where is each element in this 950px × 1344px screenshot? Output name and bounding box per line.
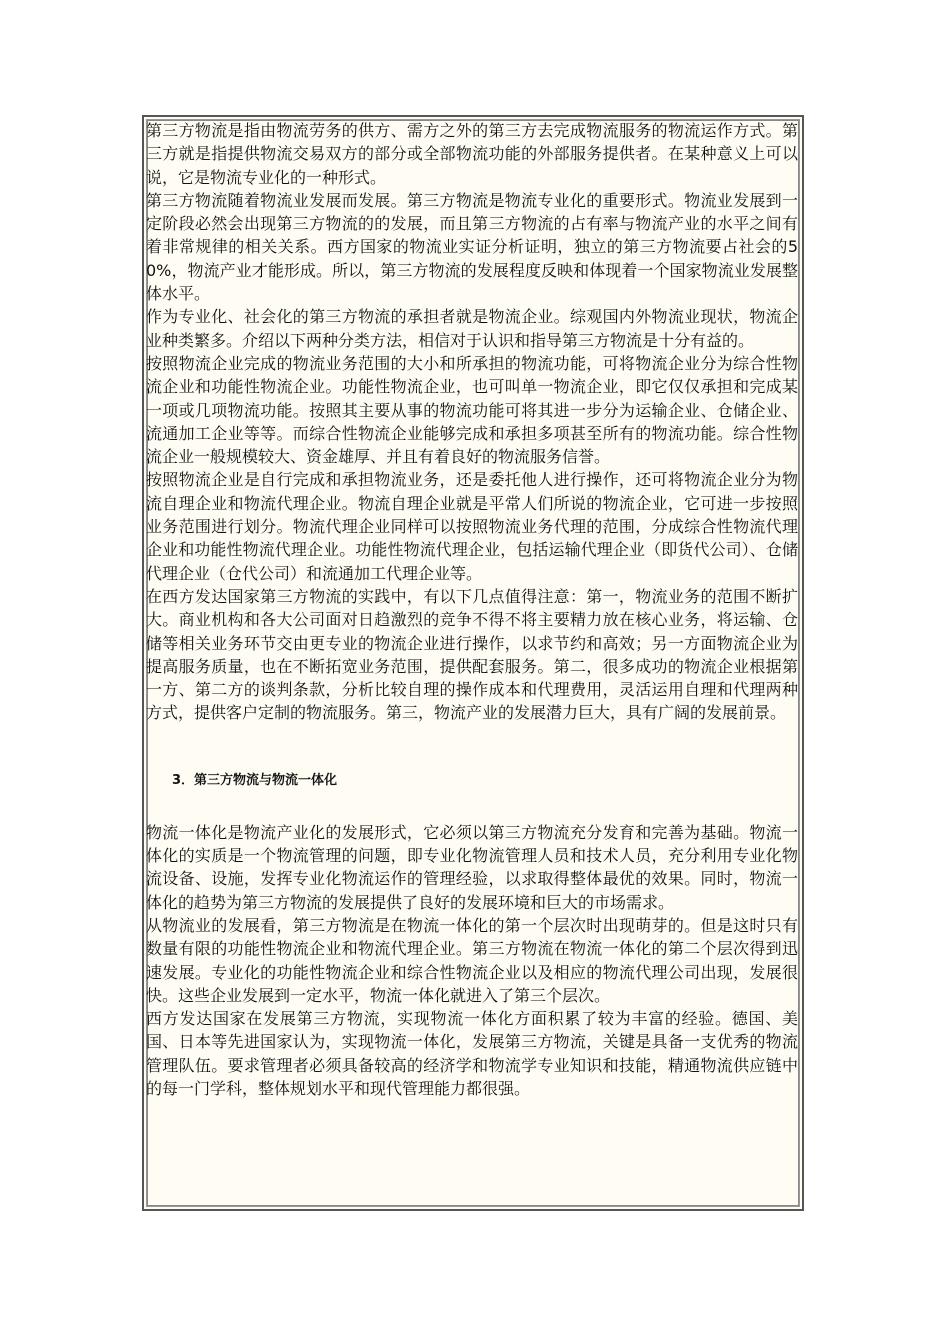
paragraph: 物流一体化是物流产业化的发展形式，它必须以第三方物流充分发育和完善为基础。物流一体化的实质是一个物流管理的问题，即专业化物流管理人员和技术人员，充分利用专业化物流设备、设施，发挥专业化物流运作的管理经验，以求取得整体最优的效果。同时，物流一体化的趋势为第三方物流的发展提供了良好的发展环境和巨大的市场需求。 <box>146 822 798 912</box>
paragraph: 作为专业化、社会化的第三方物流的承担者就是物流企业。综观国内外物流业现状，物流企业种类繁多。介绍以下两种分类方法，相信对于认识和指导第三方物流是十分有益的。 <box>146 307 798 350</box>
paragraph: 第三方物流随着物流业发展而发展。第三方物流是物流专业化的重要形式。物流业发展到一定阶段必然会出现第三方物流的的发展，而且第三方物流的占有率与物流产业的水平之间有着非常规律的相关关系。西方国家的物流业实证分析证明，独立的第三方物流要占社会的50%，物流产业才能形成。所以，第三方物流的发展程度反映和体现着一个国家物流业发展整体水平。 <box>146 190 798 304</box>
section-heading: 3．第三方物流与物流一体化 <box>172 772 338 788</box>
document-frame <box>142 115 804 1211</box>
paragraph: 按照物流企业是自行完成和承担物流业务，还是委托他人进行操作，还可将物流企业分为物流自理企业和物流代理企业。物流自理企业就是平常人们所说的物流企业，它可进一步按照业务范围进行划分。物流代理企业同样可以按照物流业务代理的范围，分成综合性物流代理企业和功能性物流代理企业。功能性物流代理企业，包括运输代理企业（即货代公司）、仓储代理企业（仓代公司）和流通加工代理企业等。 <box>146 470 798 583</box>
paragraph: 在西方发达国家第三方物流的实践中，有以下几点值得注意：第一，物流业务的范围不断扩大。商业机构和各大公司面对日趋激烈的竞争不得不将主要精力放在核心业务，将运输、仓储等相关业务环节交由更专业的物流企业进行操作，以求节约和高效；另一方面物流企业为提高服务质量，也在不断拓宽业务范围，提供配套服务。第二，很多成功的物流企业根据第一方、第二方的谈判条款，分析比较自理的操作成本和代理费用，灵活运用自理和代理两种方式，提供客户定制的物流服务。第三，物流产业的发展潜力巨大，具有广阔的发展前景。 <box>146 586 798 723</box>
document-content <box>146 119 798 1100</box>
paragraph: 西方发达国家在发展第三方物流，实现物流一体化方面积累了较为丰富的经验。德国、美国、日本等先进国家认为，实现物流一体化，发展第三方物流，关键是具备一支优秀的物流管理队伍。要求管理者必须具备较高的经济学和物流学专业知识和技能，精通物流供应链中的每一门学科，整体规划水平和现代管理能力都很强。 <box>146 1009 798 1098</box>
paragraph: 从物流业的发展看，第三方物流是在物流一体化的第一个层次时出现萌芽的。但是这时只有数量有限的功能性物流企业和物流代理企业。第三方物流在物流一体化的第二个层次得到迅速发展。专业化的功能性物流企业和综合性物流企业以及相应的物流代理公司出现，发展很快。这些企业发展到一定水平，物流一体化就进入了第三个层次。 <box>146 915 798 1005</box>
paragraph: 按照物流企业完成的物流业务范围的大小和所承担的物流功能，可将物流企业分为综合性物流企业和功能性物流企业。功能性物流企业，也可叫单一物流企业，即它仅仅承担和完成某一项或几项物流功能。按照其主要从事的物流功能可将其进一步分为运输企业、仓储企业、流通加工企业等等。而综合性物流企业能够完成和承担多项甚至所有的物流功能。综合性物流企业一般规模较大、资金雄厚、并且有着良好的物流服务信誉。 <box>146 353 798 467</box>
paragraph: 第三方物流是指由物流劳务的供方、需方之外的第三方去完成物流服务的物流运作方式。第三方就是指提供物流交易双方的部分或全部物流功能的外部服务提供者。在某种意义上可以说，它是物流专业化的一种形式。 <box>146 121 798 187</box>
